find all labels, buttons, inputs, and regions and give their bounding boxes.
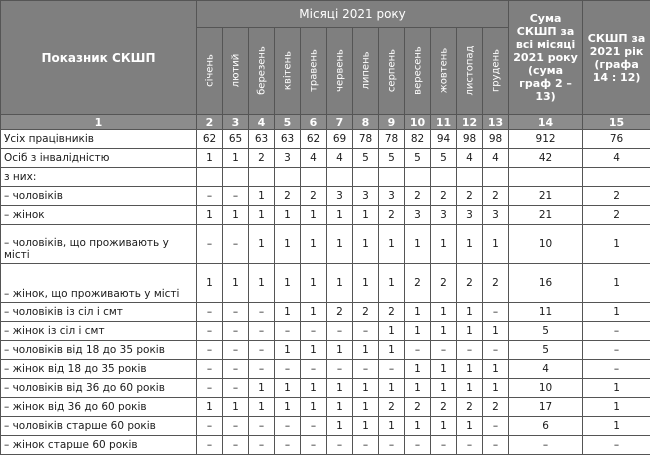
table-cell: 1 [583,398,650,417]
table-cell: 2 [405,264,431,303]
table-cell: 1 [249,398,275,417]
row-label: Усіх працівників [1,130,197,149]
table-cell: – [223,341,249,360]
month-label: травень [308,32,319,110]
table-cell: 1 [379,417,405,436]
column-number: 8 [353,115,379,130]
table-cell: – [275,436,301,455]
table-cell: 42 [509,149,583,168]
table-cell: 2 [379,206,405,225]
table-row [1,360,650,379]
table-cell: 10 [509,225,583,264]
row-label: – жінок старше 60 років [1,436,197,455]
table-cell: 1 [379,341,405,360]
table-body [1,130,650,455]
table-cell: 2 [379,303,405,322]
table-cell: 1 [483,379,509,398]
table-cell: 5 [379,149,405,168]
table-cell: 1 [327,379,353,398]
table-cell: – [327,360,353,379]
column-number: 13 [483,115,509,130]
table-cell: 21 [509,206,583,225]
month-header [223,28,249,115]
table-cell: 1 [275,264,301,303]
table-cell: – [223,303,249,322]
table-cell: – [197,322,223,341]
table-cell: 21 [509,187,583,206]
table-cell: 2 [431,398,457,417]
column-number: 4 [249,115,275,130]
row-label: – чоловіків старше 60 років [1,417,197,436]
column-number: 11 [431,115,457,130]
table-cell: 1 [353,341,379,360]
table-cell: – [483,341,509,360]
row-label: – чоловіків, що проживають у місті [1,225,197,264]
column-number: 10 [405,115,431,130]
table-cell: – [197,436,223,455]
table-cell: – [483,303,509,322]
table-cell: 1 [457,417,483,436]
table-cell: – [275,322,301,341]
table-cell: 78 [353,130,379,149]
month-header [379,28,405,115]
month-header [301,28,327,115]
table-cell: 1 [457,379,483,398]
table-row [1,379,650,398]
table-cell: 1 [431,360,457,379]
month-header [483,28,509,115]
table-cell: 2 [405,187,431,206]
table-cell [275,168,301,187]
table-cell: 1 [583,264,650,303]
table-row [1,417,650,436]
month-header [327,28,353,115]
month-header [275,28,301,115]
months-group-header: Місяці 2021 року [197,1,509,28]
month-header [249,28,275,115]
table-cell: 82 [405,130,431,149]
table-cell: 2 [379,398,405,417]
table-cell: 62 [301,130,327,149]
month-header [457,28,483,115]
table-cell [379,168,405,187]
table-cell: – [353,436,379,455]
table-cell [197,168,223,187]
table-cell: – [405,341,431,360]
table-cell: 2 [275,187,301,206]
table-cell: – [223,436,249,455]
table-cell: – [583,436,650,455]
table-cell: 1 [583,303,650,322]
table-cell: 1 [249,206,275,225]
month-header [405,28,431,115]
table-row [1,130,650,149]
column-numbers-row [1,115,650,130]
table-cell: – [249,417,275,436]
table-cell: 1 [583,225,650,264]
table-cell: 1 [353,225,379,264]
month-label: червень [334,32,345,110]
table-cell: 1 [301,264,327,303]
table-cell: – [223,417,249,436]
table-cell: 1 [301,379,327,398]
table-cell: 76 [583,130,650,149]
table-cell: – [223,187,249,206]
month-header [353,28,379,115]
table-cell: 2 [483,398,509,417]
table-cell: 1 [275,341,301,360]
table-cell: 5 [509,341,583,360]
table-cell: 3 [275,149,301,168]
table-cell: 17 [509,398,583,417]
table-cell: 10 [509,379,583,398]
table-cell: 1 [327,225,353,264]
table-cell: 3 [405,206,431,225]
table-cell: 1 [483,225,509,264]
table-cell: – [249,360,275,379]
table-cell: – [583,322,650,341]
table-cell: 1 [275,225,301,264]
header-row-top [1,1,650,28]
table-row [1,303,650,322]
table-cell: 78 [379,130,405,149]
row-label: з них: [1,168,197,187]
table-cell: 98 [483,130,509,149]
table-cell: 1 [379,322,405,341]
table-cell: 1 [197,149,223,168]
table-cell: 4 [327,149,353,168]
table-cell: 2 [353,303,379,322]
month-label: грудень [490,32,501,110]
table-cell: 1 [223,264,249,303]
table-cell: – [583,341,650,360]
table-cell: 1 [431,225,457,264]
table-cell: – [379,360,405,379]
table-cell: 1 [353,417,379,436]
table-cell: 1 [275,379,301,398]
table-cell: – [301,417,327,436]
table-cell: 1 [275,398,301,417]
table-cell: 1 [405,322,431,341]
row-label: – чоловіків [1,187,197,206]
table-cell: – [223,322,249,341]
table-cell: 1 [431,303,457,322]
table-cell: – [197,360,223,379]
table-cell [327,168,353,187]
table-cell: 1 [327,417,353,436]
table-cell: 1 [379,225,405,264]
row-label: Осіб з інвалідністю [1,149,197,168]
table-cell [457,168,483,187]
table-cell: 5 [405,149,431,168]
month-header [431,28,457,115]
table-cell: 65 [223,130,249,149]
column-number: 7 [327,115,353,130]
table-row [1,187,650,206]
table-cell: 11 [509,303,583,322]
table-cell: – [197,225,223,264]
table-cell: 3 [457,206,483,225]
table-cell [583,168,650,187]
table-cell: 1 [405,379,431,398]
table-cell: – [301,436,327,455]
table-cell: 3 [353,187,379,206]
month-label: серпень [386,32,397,110]
table-cell: 5 [353,149,379,168]
table-cell: 4 [509,360,583,379]
table-cell: 1 [483,360,509,379]
month-label: жовтень [438,32,449,110]
table-cell: – [223,225,249,264]
table-row [1,322,650,341]
month-label: листопад [464,32,475,110]
table-cell: 2 [457,398,483,417]
table-cell: 1 [327,206,353,225]
table-cell: 912 [509,130,583,149]
row-label: – жінок із сіл і смт [1,322,197,341]
table-cell: 1 [431,379,457,398]
table-cell: 2 [327,303,353,322]
table-cell: 1 [431,322,457,341]
table-cell: 1 [379,264,405,303]
table-cell: 3 [431,206,457,225]
table-cell: 1 [405,303,431,322]
table-cell: – [327,436,353,455]
column-number: 9 [379,115,405,130]
table-cell: – [583,360,650,379]
row-label: – чоловіків від 36 до 60 років [1,379,197,398]
table-cell: – [197,187,223,206]
table-row [1,149,650,168]
table-cell: 1 [249,379,275,398]
table-cell [483,168,509,187]
table-cell: 2 [301,187,327,206]
table-cell: 2 [583,206,650,225]
row-label: – чоловіків від 18 до 35 років [1,341,197,360]
table-cell: 1 [353,398,379,417]
table-cell: 2 [483,187,509,206]
table-cell: 2 [483,264,509,303]
month-label: квітень [282,32,293,110]
table-cell: – [483,417,509,436]
table-cell: 1 [483,322,509,341]
table-cell: – [249,303,275,322]
table-cell: 4 [301,149,327,168]
table-cell: – [431,436,457,455]
table-cell [509,168,583,187]
table-cell: 1 [405,225,431,264]
table-cell: 1 [327,341,353,360]
table-row [1,398,650,417]
table-cell: 6 [509,417,583,436]
table-cell: 1 [327,398,353,417]
table-cell: 1 [405,360,431,379]
column-number: 12 [457,115,483,130]
table-cell: 1 [197,264,223,303]
table-cell: 1 [301,303,327,322]
table-cell: – [223,379,249,398]
table-cell: 4 [483,149,509,168]
table-cell: – [353,322,379,341]
table-cell: 63 [249,130,275,149]
table-cell: – [457,341,483,360]
table-cell: – [197,303,223,322]
table-cell [223,168,249,187]
table-cell [431,168,457,187]
table-cell: 4 [583,149,650,168]
table-cell: 1 [457,322,483,341]
table-cell [353,168,379,187]
table-cell: 1 [583,379,650,398]
table-cell: 2 [583,187,650,206]
table-cell: – [249,436,275,455]
table-cell [249,168,275,187]
month-label: березень [256,32,267,110]
table-row [1,341,650,360]
column-number: 14 [509,115,583,130]
table-cell: – [509,436,583,455]
table-cell: 3 [483,206,509,225]
table-cell: 69 [327,130,353,149]
table-cell: 2 [249,149,275,168]
column-number: 1 [1,115,197,130]
table-cell: 63 [275,130,301,149]
table-cell: – [353,360,379,379]
month-label: лютий [230,32,241,110]
table-cell: – [249,341,275,360]
table-cell: – [249,322,275,341]
table-cell: – [379,436,405,455]
table-cell: 2 [457,264,483,303]
column-number: 2 [197,115,223,130]
table-cell: – [223,360,249,379]
table-cell: 1 [353,379,379,398]
table-cell: 1 [583,417,650,436]
table-cell: 1 [457,225,483,264]
column-number: 3 [223,115,249,130]
table-cell: 5 [431,149,457,168]
sum-column-header: Сума СКШП за всі місяці 2021 року (сума граф 2 – 13) [509,1,583,115]
table-cell: 1 [275,303,301,322]
table-row [1,168,650,187]
table-cell: 1 [301,398,327,417]
table-cell: 3 [379,187,405,206]
table-cell: 1 [223,149,249,168]
table-cell: 62 [197,130,223,149]
table-cell: – [275,360,301,379]
table-cell: – [197,379,223,398]
average-column-header: СКШП за 2021 рік (графа 14 : 12) [583,1,650,115]
table-cell: – [457,436,483,455]
row-label: – жінок, що проживають у місті [1,264,197,303]
table-cell: 1 [353,206,379,225]
row-label: – жінок [1,206,197,225]
table-cell: – [197,341,223,360]
table-cell: – [483,436,509,455]
table-cell: – [301,322,327,341]
month-label: липень [360,32,371,110]
table-cell: 16 [509,264,583,303]
row-label: – чоловіків із сіл і смт [1,303,197,322]
month-header [197,28,223,115]
month-label: вересень [412,32,423,110]
table-row [1,436,650,455]
table-cell: 2 [431,187,457,206]
table-cell: 2 [405,398,431,417]
table-cell: 1 [353,264,379,303]
row-label: – жінок від 18 до 35 років [1,360,197,379]
table-cell: 1 [301,341,327,360]
table-cell: 1 [249,187,275,206]
table-cell: 94 [431,130,457,149]
table-cell: 1 [379,379,405,398]
table-cell: 1 [223,206,249,225]
table-cell: 1 [457,360,483,379]
table-cell: 98 [457,130,483,149]
table-cell: – [405,436,431,455]
table-cell: 1 [249,225,275,264]
table-cell: 1 [275,206,301,225]
row-label: – жінок від 36 до 60 років [1,398,197,417]
column-number: 15 [583,115,650,130]
table-cell: 1 [301,225,327,264]
month-label: січень [204,32,215,110]
table-row [1,206,650,225]
table-cell: 1 [197,206,223,225]
table-row [1,225,650,264]
table-cell: – [431,341,457,360]
table-cell: 2 [431,264,457,303]
table-cell: 2 [457,187,483,206]
table-cell: – [197,417,223,436]
table-cell: 1 [301,206,327,225]
table-cell: 1 [431,417,457,436]
column-number: 5 [275,115,301,130]
table-cell: – [275,417,301,436]
table-cell: 3 [327,187,353,206]
table-cell: 5 [509,322,583,341]
table-cell: 1 [327,264,353,303]
table-cell: 4 [457,149,483,168]
indicator-header: Показник СКШП [1,1,197,115]
table-cell [301,168,327,187]
table-cell: 1 [249,264,275,303]
table-cell: 1 [223,398,249,417]
table-row [1,264,650,303]
table-cell: 1 [197,398,223,417]
table-cell: – [327,322,353,341]
table-cell [405,168,431,187]
table-cell: 1 [405,417,431,436]
column-number: 6 [301,115,327,130]
table-cell: 1 [457,303,483,322]
table-cell: – [301,360,327,379]
